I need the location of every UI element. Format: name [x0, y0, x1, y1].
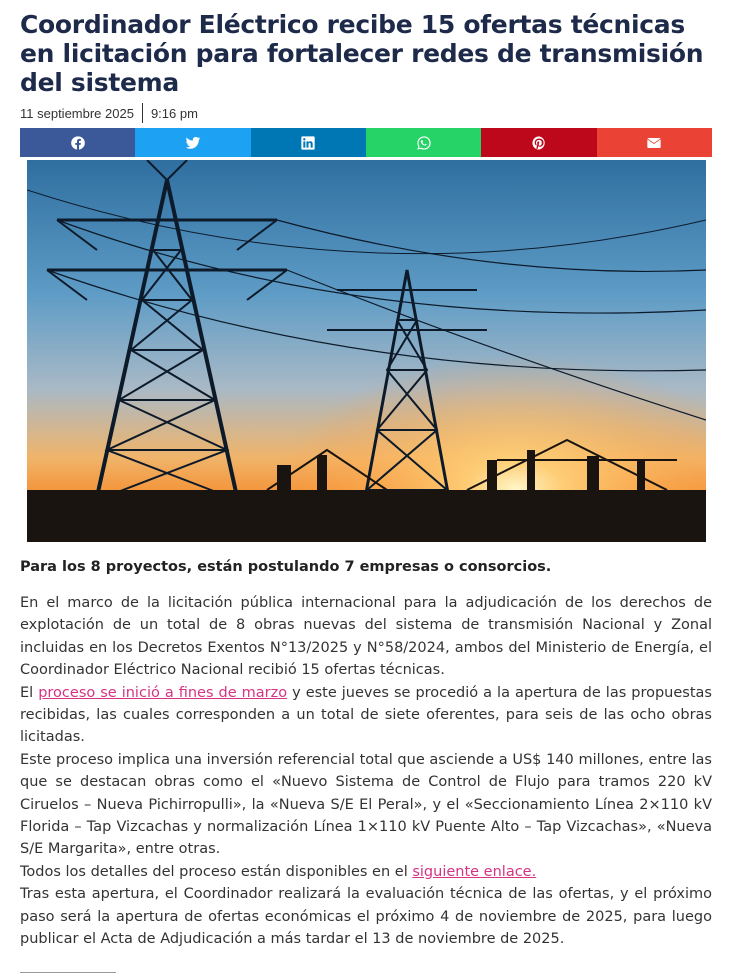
hero-image-transmission-towers	[27, 160, 706, 542]
article-lead: Para los 8 proyectos, están postulando 7 empresas o consorcios.	[20, 559, 552, 575]
envelope-icon	[646, 135, 662, 151]
whatsapp-icon	[416, 135, 432, 151]
share-facebook-button[interactable]	[20, 128, 135, 157]
paragraph-3: Este proceso implica una inversión referencial total que asciende a US$ 140 millones, entre las que se destacan obras como el «Nuevo Sistema de Control de Flujo para tramos 220 kV Ciruelos – Nueva Pichirropulli», la «Nueva S/E El Peral», y el «Seccionamiento Línea 2×110 kV Florida – Tap Vizcachas y normalización Línea 1×110 kV Puente Alto – Tap Vizcachas», «Nueva S/E Margarita», entre otras.	[20, 751, 712, 858]
share-pinterest-button[interactable]	[481, 128, 596, 157]
article-time: 9:16 pm	[150, 105, 198, 121]
paragraph-2	[20, 682, 712, 749]
article-body	[20, 556, 712, 951]
article-meta	[20, 103, 712, 123]
share-whatsapp-button[interactable]	[366, 128, 481, 157]
pinterest-icon	[531, 135, 547, 151]
twitter-icon	[185, 135, 201, 151]
article-date: 11 septiembre 2025	[20, 105, 134, 121]
paragraph-2-post: y este jueves se procedió a la apertura de las propuestas recibidas, las cuales corresponden a un total de siete oferentes, para seis de las ocho obras licitadas.	[20, 684, 712, 746]
article-end-divider	[20, 972, 116, 973]
share-linkedin-button[interactable]	[251, 128, 366, 157]
share-twitter-button[interactable]	[135, 128, 250, 157]
details-link[interactable]: siguiente enlace.	[412, 863, 537, 880]
paragraph-2-pre: El	[20, 684, 39, 701]
paragraph-4-pre: Todos los detalles del proceso están disponibles en el	[20, 863, 413, 880]
share-bar	[20, 128, 712, 157]
process-start-link[interactable]: proceso se inició a fines de marzo	[38, 684, 288, 701]
article-text	[20, 592, 712, 951]
share-email-button[interactable]	[597, 128, 712, 157]
paragraph-5: Tras esta apertura, el Coordinador realizará la evaluación técnica de las ofertas, y el próximo paso será la apertura de ofertas económicas el próximo 4 de noviembre de 2025, para luego publicar el Acta de Adjudicación a más tardar el 13 de noviembre de 2025.	[20, 886, 712, 948]
sunset-power-lines-illustration	[27, 160, 706, 542]
meta-divider	[142, 103, 143, 123]
paragraph-1: En el marco de la licitación pública internacional para la adjudicación de los derechos de explotación de un total de 8 obras nuevas del sistema de transmisión Nacional y Zonal incluidas en los Decretos Exentos N°13/2025 y N°58/2024, ambos del Ministerio de Energía, el Coordinador Eléctrico Nacional recibió 15 ofertas técnicas.	[20, 595, 712, 679]
facebook-icon	[70, 135, 86, 151]
paragraph-4	[20, 861, 712, 883]
article-title: Coordinador Eléctrico recibe 15 ofertas técnicas en licitación para fortalecer redes de transmisión del sistema	[20, 10, 704, 97]
linkedin-icon	[300, 135, 316, 151]
article-header	[20, 10, 712, 157]
